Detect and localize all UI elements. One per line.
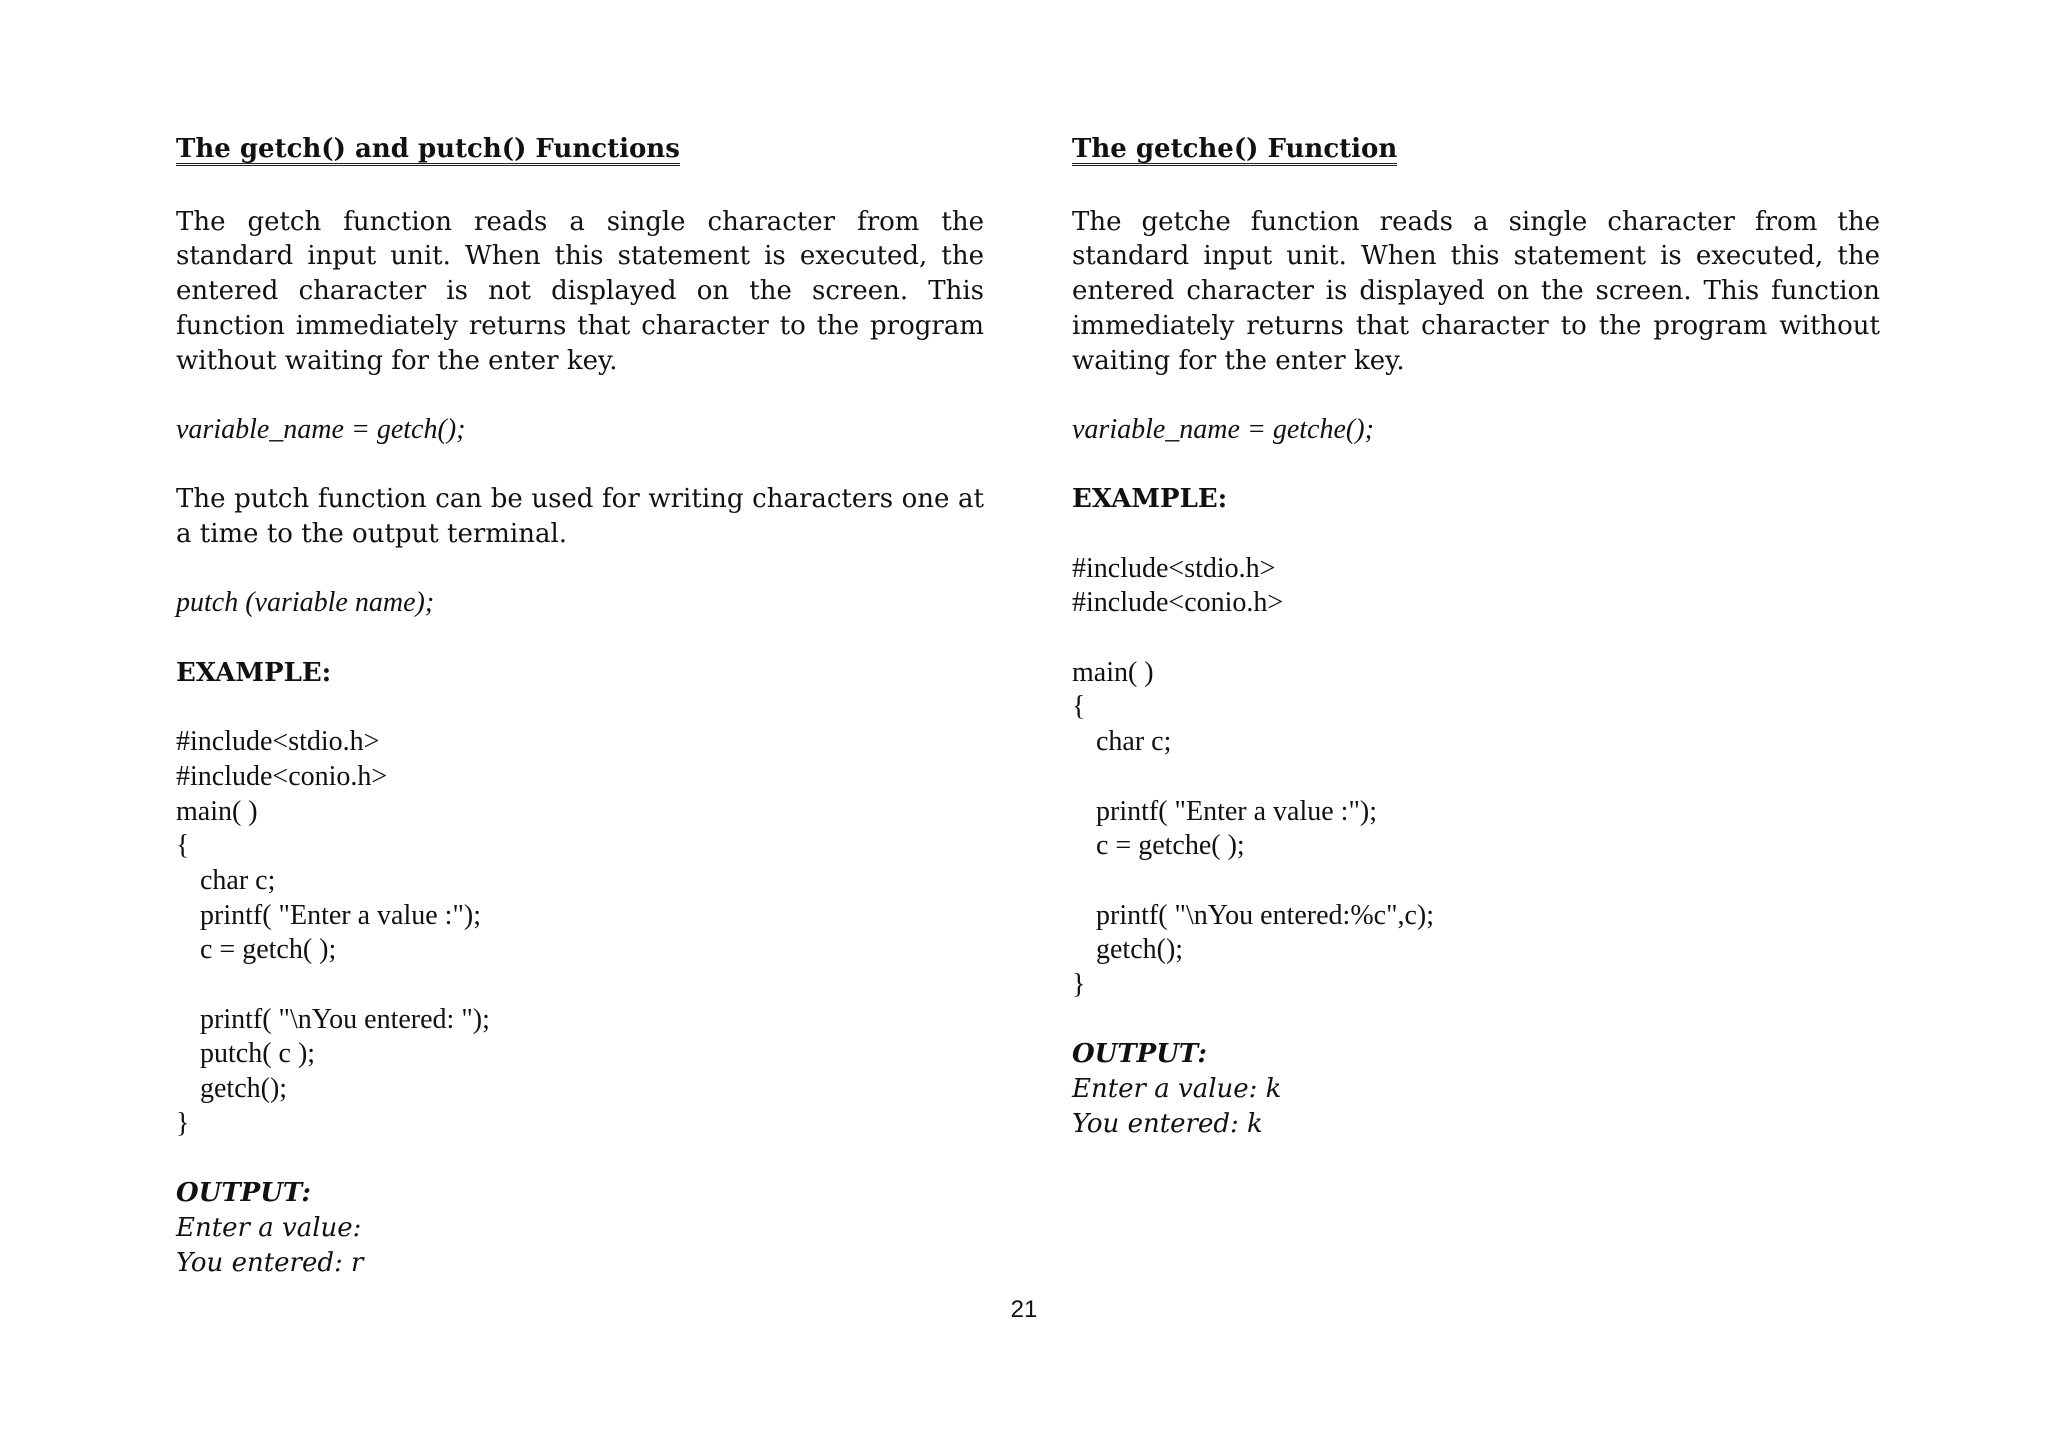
section-heading-getch-putch: The getch() and putch() Functions bbox=[176, 134, 680, 164]
paragraph-getche-description: The getche function reads a single character from the standard input unit. When this statement is executed, the entered character is displayed on the screen. This function immediately returns that character to the program without waiting for the enter key. bbox=[1072, 206, 1880, 376]
code-line: printf( "Enter a value :"); bbox=[200, 899, 481, 931]
code-line: getch(); bbox=[1096, 934, 1184, 966]
code-line: c = getche( ); bbox=[1096, 830, 1245, 862]
syntax-getch: variable_name = getch(); bbox=[176, 413, 466, 445]
code-line: #include<conio.h> bbox=[1072, 587, 1284, 619]
code-line bbox=[1072, 864, 1880, 899]
output-line: Enter a value: k bbox=[1072, 1074, 1282, 1105]
output-line: You entered: k bbox=[1072, 1108, 1263, 1139]
section-heading-getche: The getche() Function bbox=[1072, 134, 1398, 164]
output-line: You entered: r bbox=[176, 1247, 364, 1278]
code-line bbox=[1072, 760, 1880, 795]
output-label: OUTPUT: bbox=[176, 1178, 311, 1209]
code-line: printf( "\nYou entered: "); bbox=[200, 1003, 490, 1035]
code-line: char c; bbox=[1096, 726, 1172, 758]
code-line: { bbox=[176, 830, 190, 862]
code-line: } bbox=[176, 1107, 190, 1139]
code-block bbox=[1072, 552, 1880, 1003]
code-line: #include<stdio.h> bbox=[176, 726, 380, 758]
example-label: EXAMPLE: bbox=[1072, 484, 1228, 515]
code-block bbox=[176, 725, 984, 1141]
left-column bbox=[176, 132, 984, 1280]
code-line bbox=[176, 968, 984, 1003]
paragraph-getch-description: The getch function reads a single character from the standard input unit. When this statement is executed, the entered character is not displayed on the screen. This function immediately returns that character to the program without waiting for the enter key. bbox=[176, 206, 984, 376]
code-line: printf( "\nYou entered:%c",c); bbox=[1096, 899, 1435, 931]
code-line: c = getch( ); bbox=[200, 934, 337, 966]
output-line: Enter a value: bbox=[176, 1212, 362, 1243]
code-line: main( ) bbox=[1072, 656, 1154, 688]
example-label: EXAMPLE: bbox=[176, 657, 332, 688]
code-line: main( ) bbox=[176, 795, 258, 827]
code-line: printf( "Enter a value :"); bbox=[1096, 795, 1377, 827]
code-line bbox=[1072, 621, 1880, 656]
code-line: putch( c ); bbox=[200, 1038, 316, 1070]
code-line: } bbox=[1072, 968, 1086, 1000]
paragraph-putch-description: The putch function can be used for writing characters one at a time to the output terminal. bbox=[176, 484, 984, 549]
code-line: char c; bbox=[200, 864, 276, 896]
right-column bbox=[1072, 132, 1880, 1141]
page-number: 21 bbox=[1010, 1296, 1038, 1323]
code-line: { bbox=[1072, 691, 1086, 723]
code-line: getch(); bbox=[200, 1073, 288, 1105]
code-line: #include<stdio.h> bbox=[1072, 552, 1276, 584]
syntax-putch: putch (variable name); bbox=[176, 587, 435, 619]
output-label: OUTPUT: bbox=[1072, 1039, 1207, 1070]
syntax-getche: variable_name = getche(); bbox=[1072, 413, 1374, 445]
code-line: #include<conio.h> bbox=[176, 760, 388, 792]
